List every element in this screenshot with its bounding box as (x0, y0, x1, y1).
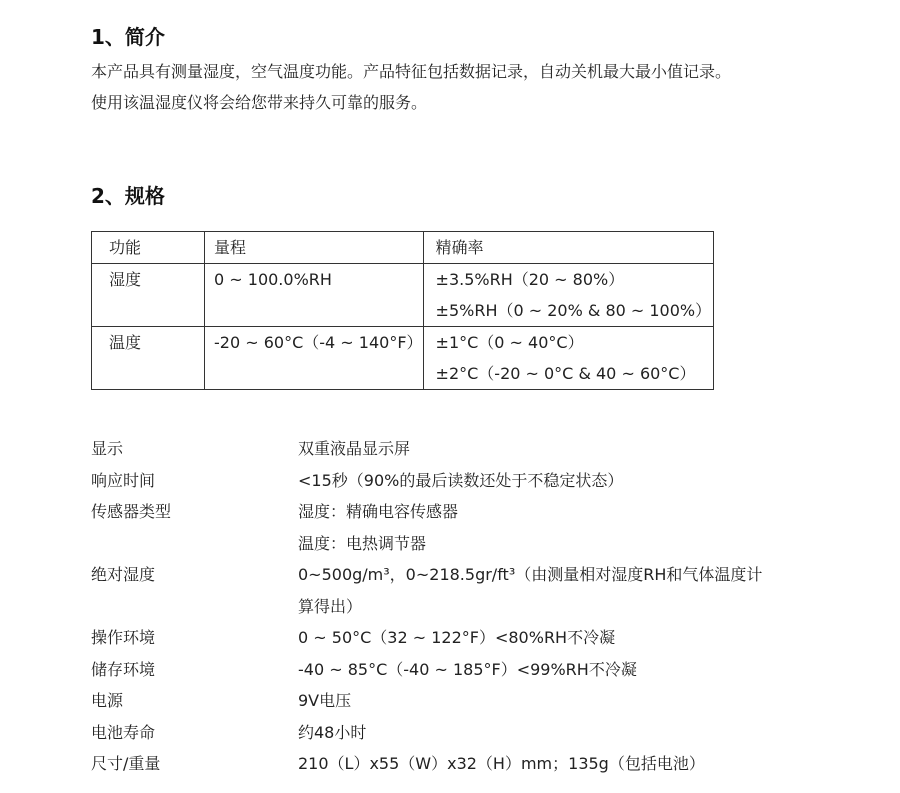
humidity-accuracy-cell: ±3.5%RH（20 ~ 80%） ±5%RH（0 ~ 20% & 80 ~ 100%） (423, 264, 713, 327)
header-range: 量程 (205, 232, 424, 264)
section-2-title: 2、规格 (91, 184, 165, 208)
table-row (92, 264, 714, 327)
temperature-function-cell: 温度 (92, 327, 205, 390)
spec-label: 储存环境 (91, 659, 156, 679)
spec-response-time (91, 465, 821, 497)
humidity-range-cell: 0 ~ 100.0%RH (205, 264, 424, 327)
spec-battery-life (91, 717, 821, 749)
temperature-range-cell: -20 ~ 60°C（-4 ~ 140°F） (205, 327, 424, 390)
header-accuracy: 精确率 (423, 232, 713, 264)
intro-line-1: 本产品具有测量湿度，空气温度功能。产品特征包括数据记录，自动关机最大最小值记录。 (91, 62, 732, 81)
spec-label: 操作环境 (91, 628, 156, 647)
spec-value: <15秒（90%的最后读数还处于不稳定状态） (298, 470, 624, 490)
table-row (92, 327, 714, 390)
spec-power (91, 685, 821, 717)
humidity-function-cell: 湿度 (92, 264, 205, 327)
spec-table (91, 231, 714, 390)
spec-label: 电池寿命 (91, 722, 156, 742)
spec-storage-environment (91, 654, 821, 686)
spec-value: 9V电压 (298, 691, 352, 710)
spec-label: 绝对湿度 (91, 565, 156, 584)
spec-value: 湿度：精确电容传感器 (298, 502, 459, 521)
spec-value: 0 ~ 50°C（32 ~ 122°F）<80%RH不冷凝 (298, 628, 616, 647)
intro-line-2: 使用该温湿度仪将会给您带来持久可靠的服务。 (91, 93, 428, 112)
temperature-accuracy-cell: ±1°C（0 ~ 40°C） ±2°C（-20 ~ 0°C & 40 ~ 60°C） (423, 327, 713, 390)
spec-value: 算得出） (298, 596, 363, 616)
spec-sensor-type (91, 496, 821, 559)
spec-value: -40 ~ 85°C（-40 ~ 185°F）<99%RH不冷凝 (298, 659, 637, 679)
spec-label: 传感器类型 (91, 502, 172, 521)
spec-label: 显示 (91, 439, 124, 458)
spec-operating-environment (91, 622, 821, 654)
spec-absolute-humidity (91, 559, 821, 622)
spec-label: 响应时间 (91, 470, 156, 490)
spec-table-header-row (92, 232, 714, 264)
spec-list (91, 433, 821, 780)
spec-size-weight (91, 748, 821, 780)
spec-value: 温度：电热调节器 (298, 533, 427, 553)
spec-label: 电源 (91, 691, 124, 710)
spec-value: 双重液晶显示屏 (298, 439, 411, 458)
spec-label: 尺寸/重量 (91, 754, 161, 773)
header-function: 功能 (92, 232, 205, 264)
spec-display (91, 433, 821, 465)
spec-value: 210（L）x55（W）x32（H）mm；135g（包括电池） (298, 754, 705, 773)
section-1-title: 1、简介 (91, 25, 165, 49)
spec-value: 约48小时 (298, 722, 367, 742)
spec-value: 0~500g/m³，0~218.5gr/ft³（由测量相对湿度RH和气体温度计 (298, 565, 763, 584)
